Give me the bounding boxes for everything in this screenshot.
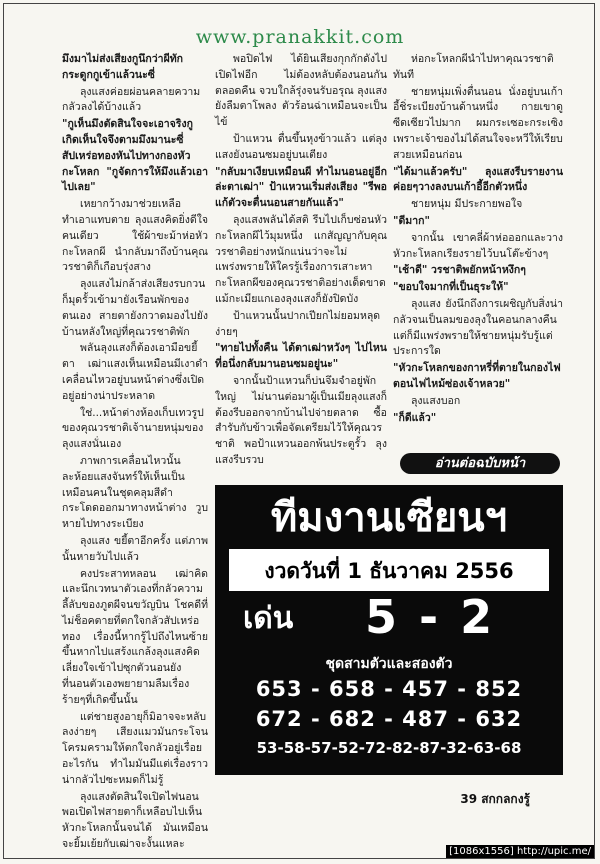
paragraph: ป้าแหวน ตื่นขึ้นหุงข้าวแล้ว แต่ลุงแสงยังนอนซมอยู่บนเตียง xyxy=(215,132,387,161)
paragraph: "ได้มาแล้วครับ" ลุงแสงรีบรายงานค่อยๆวางลงบนเก้าอี้อีกตัวหนึ่ง xyxy=(393,165,563,194)
paragraph: ลุงแสงตัดสินใจเปิดไฟนอน พอเปิดไฟสายตาก็เหลือบไปเห็นหัวกะโหลกนั้นจนได้ มันเหมือนจะยิ้มเย้ยกับเฒ่าจะงั้นแหละ xyxy=(62,790,208,851)
paragraph: "เช้าดี" วรชาติพยักหน้าหงึกๆ xyxy=(393,264,526,277)
paragraph: ลุงแสง ขยี้ตาอีกครั้ง แต่ภาพนั้นหายวับไปแล้ว xyxy=(62,534,208,563)
paragraph: พอปิดไฟ ได้ยินเสียงกุกกักดังไปเปิดไฟอีก ไม่ต้องหลับต้องนอนกันตลอดคืน จวบใกล้รุ่งจนรับอรุณ ลุงแสงยังลืมตาโพลง ตัวร้อนฉ่าเหมือนจะเป็นไข้ xyxy=(215,53,387,129)
ad-title: ทีมงานเซียนฯ xyxy=(270,495,508,541)
paragraph: ภาพการเคลื่อนไหวนั้น ละห้อยแสงจันทร์ให้เห็นเป็นเหมือนคนในชุดคลุมสีดำกระโดดออกมาทางหน้าต่าง วูบหายไปทางระเบียง xyxy=(62,454,208,531)
ad-subtitle: ชุดสามตัวและสองตัว xyxy=(325,656,453,672)
paragraph: ชายหนุ่ม มีประกายพอใจ xyxy=(411,198,523,211)
ad-lead-number: 5 - 2 xyxy=(365,590,496,644)
ad-lead-label: เด่น xyxy=(243,601,294,636)
paragraph: จากนั้นป้าแหวนก็บ่นจึมจำอยู่พักใหญ่ ไม่นานต่อมาผู้เป็นเมียลุงแสงก็ต้องรีบออกจากบ้านไปจ่ายตลาด ซื้อสำรับกับข้าวเพื่อจัดเตรียมไว้ให้คุณวรชาติ พอป้าแหวนออกพ้นประตูรั้ว ลุงแสงรีบรวบ xyxy=(215,374,387,466)
paragraph: พลันลุงแสงก็ต้องเอามือขยี้ตา เฒ่าแสงเห็นเหมือนมีเงาดำเคลื่อนไหวอยู่บนหน้าต่างซึ่งเปิดอยู่อย่างน่าประหลาด xyxy=(62,342,208,402)
paragraph: "หัวกะโหลกของกาหรี่ที่ตายในกองไฟ ตอนไฟไหม้ซ่องเจ้าหลวย" xyxy=(393,362,561,390)
ad-date: งวดวันที่ 1 ธันวาคม 2556 xyxy=(264,559,514,583)
paragraph: มึงมาไม่ส่งเสียงกูนึกว่าผีทักกระดูกกูเข้าแล้วนะซี่ xyxy=(62,53,183,81)
paragraph: ห่อกะโหลกผีนำไปหาคุณวรชาติทันที xyxy=(393,53,554,81)
paragraph: "ก็ดีแล้ว" xyxy=(393,411,437,424)
image-source-label: [1086x1556] http://upic.me/ xyxy=(446,845,594,858)
paragraph: จากนั้น เขาคลี่ผ้าห่อออกและวางหัวกะโหลกเรียงรายไว้บนโต๊ะข้างๆ xyxy=(393,231,563,260)
lottery-ad-box xyxy=(215,485,563,775)
paragraph: ลุงแสง ยังนึกถึงการเผชิญกับสิ่งน่ากลัวจนเป็นลมของลุงในคอนกลางคืนแต่ก็มีแพร่งพรายให้ชายหนุ่มรับรู้แต่ประการใด xyxy=(393,297,563,358)
paragraph: "ขอบใจมากที่เป็นธุระให้" xyxy=(393,281,509,294)
paragraph: ลุงแสงพลันได้สติ รีบไปเก็บซ่อนหัวกะโหลกผีไว้มุมหนึ่ง แกสัญญากับคุณวรชาติอย่างหนักแน่นว่าจะไม่แพร่งพรายให้ใครรู้เรื่องการเสาะหากะโหลกผีของคุณวรชาติอย่างเด็ดขาด แม้กะเมียแกเองลุงแสงก็ยังปิดบัง xyxy=(215,213,387,305)
paragraph: แต่ชายสูงอายุก็มิอาจจะหลับลงง่ายๆ เสียงแมวมันกระโจนโครมครามให้ตกใจกลัวอยู่เรื่อย อะไรกัน ทำไมมันมีแต่เรื่องราวน่ากลัวไปซะหมดก็ไม่รู้ xyxy=(62,710,208,786)
column-3 xyxy=(393,52,563,427)
paragraph: "กูเห็นมึงตัดสินใจจะเอาจริงกูเกิดเห็นใจจึงตามมึงมานะซี่ สัปเหร่อทองหันไปทางกองหัวกะโหลก "กูจัดการให้มึงแล้วเอาไปเลย" xyxy=(62,118,208,194)
column-1 xyxy=(62,52,208,854)
ad-date-box xyxy=(229,549,549,591)
website-watermark: www.pranakkit.com xyxy=(195,26,405,48)
page-footer: 39 สกกลกงรู้ xyxy=(460,792,530,806)
paragraph: ลุงแสงบอก xyxy=(411,394,461,407)
paragraph: ชายหนุ่มเพิ่งตื่นนอน นั่งอยู่บนเก้าอี้ชิ่ระเบียงบ้านด้านหนึ่ง กายเขาดูซีดเซียวไปมาก ผมกระเซอะกระเซิงเพราะเจ้าของไม่ได้สนใจจะหวีให้เรียบสวยเหมือนก่อน xyxy=(393,85,563,161)
ad-three-digit-row-2: 672 - 682 - 487 - 632 xyxy=(255,707,523,731)
paragraph: ลุงแสงค่อยผ่อนคลายความกลัวลงได้บ้างแล้ว xyxy=(62,85,201,114)
ad-three-digit-row-1: 653 - 658 - 457 - 852 xyxy=(255,677,523,701)
paragraph: "กลับมาเงียบเหมือนผี ทำไมนอนอยู่อีกล่ะตาเฒ่า" ป้าแหวนเริ่มส่งเสียง "รีพอแก้ตัวจะตื่นนอนสายกันแล้ว" xyxy=(215,165,387,210)
paragraph: เหยากว้างมาช่วยเหลือทำเอาแทบตาย ลุงแสงคิดยิ่งดีใจคนเดียว ใช้ผ้าขะม้าห่อหัวกะโหลกผี นำกลับมาถึงบ้านคุณวรชาติก็เกือบรุ่งสาง xyxy=(62,198,208,274)
paragraph: ป้าแหวนนั้นปากเปียกไม่ยอมหลุดง่ายๆ xyxy=(215,309,381,338)
ad-two-digit-row: 53-58-57-52-72-82-87-32-63-68 xyxy=(256,739,522,757)
column-2 xyxy=(215,52,387,470)
paragraph: ลุงแสงไม่กล้าส่งเสียงรบกวน ก็มุดรั้วเข้ามายังเรือนพักของตนเอง สายตายังกวาดมองไปยังบ้านหลังใหญ่ที่คุณวรชาติพัก xyxy=(62,278,208,338)
paragraph: คงประสาทหลอน เฒ่าคิดและนึกเวทนาตัวเองที่กลัวความลี้ลับของภูตผีจนขวัญบิน โชคดีที่ไม่ช็อคตายที่ตกใจกลัวสัปเหร่อทอง เรื่องนี้หากรู้ไปถึงไหนซ้ายขึ้นหากไปแสร้งแกล้งลุงแสงคิดเลี่ยงใจเข้าไปซุกตัวนอนยังที่นอนตัวเองพยายามลืมเรื่องร้ายๆที่เกิดขึ้นนั้น xyxy=(62,567,208,706)
continued-next-issue-banner: อ่านต่อฉบับหน้า xyxy=(400,453,560,474)
paragraph: "ดีมาก" xyxy=(393,214,430,227)
paragraph: "ทายไปทั้งคืน ได้ตาเฒ่าหวังๆ ไปไหนที่อนึ่งกลับมานอนซมอยู่นะ" xyxy=(215,342,387,371)
paragraph: ใช่...หน้าต่างห้องเก็บเทวรูปของคุณวรชาติเจ้านายหนุ่มของลุงแสงนั่นเอง xyxy=(62,406,204,451)
